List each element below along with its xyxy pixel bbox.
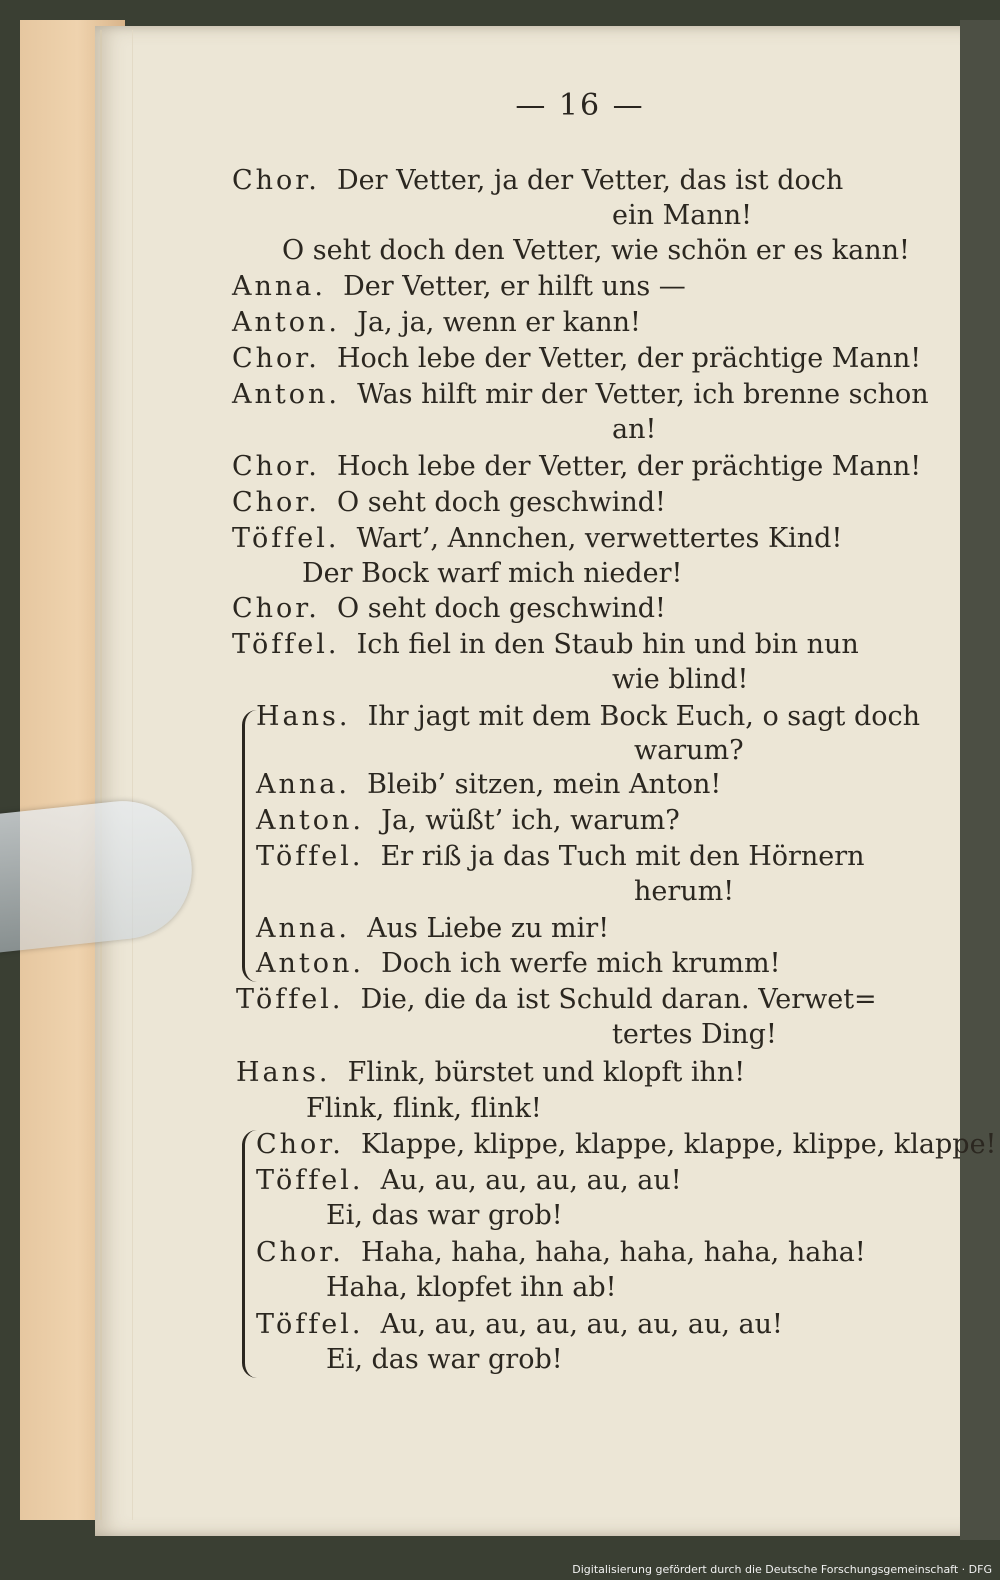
speaker-label: Töffel. [236, 984, 344, 1015]
text-line [232, 592, 666, 626]
line-text: O seht doch den Vetter, wie schön er es kann! [282, 235, 910, 266]
text-line [302, 557, 682, 591]
speaker-label: Hans. [236, 1057, 331, 1088]
line-text: Au, au, au, au, au, au, au, au! [380, 1309, 783, 1340]
text-line [232, 306, 641, 340]
line-text: Aus Liebe zu mir! [367, 913, 610, 944]
speaker-label: Chor. [232, 487, 320, 518]
page-fold [100, 30, 133, 1520]
line-text: O seht doch geschwind! [337, 593, 666, 624]
line-text: ein Mann! [612, 200, 752, 231]
line-text: Ei, das war grob! [326, 1200, 563, 1231]
text-line [256, 1164, 682, 1198]
speaker-label: Töffel. [256, 1309, 364, 1340]
speaker-label: Chor. [232, 343, 320, 374]
text-line [256, 912, 609, 946]
text-line [612, 199, 752, 233]
text-line [612, 1018, 777, 1052]
speaker-label: Töffel. [256, 1165, 364, 1196]
text-line [236, 983, 877, 1017]
speaker-label: Töffel. [232, 523, 340, 554]
line-text: warum? [634, 735, 744, 766]
line-text: Hoch lebe der Vetter, der prächtige Mann! [337, 451, 922, 482]
bracket-dialogue-2 [242, 1130, 257, 1378]
speaker-label: Chor. [232, 165, 320, 196]
line-text: Der Bock warf mich nieder! [302, 558, 683, 589]
line-text: Wart’, Annchen, verwettertes Kind! [356, 523, 843, 554]
text-line [612, 663, 748, 697]
speaker-label: Anton. [232, 379, 340, 410]
line-text: an! [612, 414, 657, 445]
text-line [256, 804, 680, 838]
speaker-label: Chor. [232, 451, 320, 482]
speaker-label: Anna. [256, 913, 350, 944]
text-line [306, 1092, 542, 1126]
line-text: Er riß ja das Tuch mit den Hörnern [380, 841, 865, 872]
speaker-label: Hans. [256, 701, 351, 732]
text-line [326, 1271, 616, 1305]
line-text: O seht doch geschwind! [337, 487, 666, 518]
line-text: Der Vetter, ja der Vetter, das ist doch [337, 165, 844, 196]
text-line [256, 1128, 996, 1162]
line-text: Hoch lebe der Vetter, der prächtige Mann! [337, 343, 922, 374]
speaker-label: Anna. [232, 271, 326, 302]
text-line [232, 486, 666, 520]
line-text: Bleib’ sitzen, mein Anton! [367, 769, 722, 800]
text-line [256, 947, 780, 981]
line-text: Ja, wüßt’ ich, warum? [381, 805, 680, 836]
line-text: Klappe, klippe, klappe, klappe, klippe, klappe! [361, 1129, 997, 1160]
footer-credit: Digitalisierung gefördert durch die Deutsche Forschungsgemeinschaft · DFG [572, 1563, 992, 1576]
text-line [232, 342, 921, 376]
text-line [634, 734, 744, 768]
text-line [256, 768, 721, 802]
bracket-dialogue-1 [242, 710, 257, 982]
text-line [326, 1343, 563, 1377]
background-right [960, 20, 1000, 1540]
speaker-label: Anton. [256, 948, 364, 979]
line-text: Haha, klopfet ihn ab! [326, 1272, 617, 1303]
line-text: Ja, ja, wenn er kann! [357, 307, 641, 338]
line-text: Au, au, au, au, au, au! [380, 1165, 682, 1196]
line-text: Der Vetter, er hilft uns — [343, 271, 686, 302]
speaker-label: Töffel. [232, 629, 340, 660]
line-text: Flink, bürstet und klopft ihn! [347, 1057, 746, 1088]
line-text: Doch ich werfe mich krumm! [381, 948, 781, 979]
line-text: Haha, haha, haha, haha, haha, haha! [361, 1237, 866, 1268]
speaker-label: Anna. [256, 769, 350, 800]
speaker-label: Anton. [256, 805, 364, 836]
line-text: herum! [634, 876, 735, 907]
line-text: Ihr jagt mit dem Bock Euch, o sagt doch [367, 701, 920, 732]
page-number: — 16 — [515, 88, 645, 123]
text-line [634, 875, 734, 909]
text-line [232, 270, 686, 304]
text-line [326, 1199, 563, 1233]
speaker-label: Chor. [256, 1129, 344, 1160]
text-line [282, 234, 910, 268]
speaker-label: Chor. [256, 1237, 344, 1268]
line-text: Ich fiel in den Staub hin und bin nun [356, 629, 859, 660]
text-line [232, 628, 859, 662]
text-line [612, 413, 656, 447]
speaker-label: Chor. [232, 593, 320, 624]
speaker-label: Anton. [232, 307, 340, 338]
text-line [232, 164, 843, 198]
text-line [232, 378, 929, 412]
text-line [256, 840, 865, 874]
line-text: Ei, das war grob! [326, 1344, 563, 1375]
line-text: Flink, flink, flink! [306, 1093, 542, 1124]
text-line [256, 1308, 783, 1342]
line-text: Die, die da ist Schuld daran. Verwet= [360, 984, 877, 1015]
text-line [236, 1056, 745, 1090]
line-text: wie blind! [612, 664, 749, 695]
speaker-label: Töffel. [256, 841, 364, 872]
text-line [256, 1236, 866, 1270]
text-line [256, 700, 920, 734]
line-text: Was hilft mir der Vetter, ich brenne schon [357, 379, 929, 410]
line-text: tertes Ding! [612, 1019, 777, 1050]
text-line [232, 450, 921, 484]
text-line [232, 522, 842, 556]
